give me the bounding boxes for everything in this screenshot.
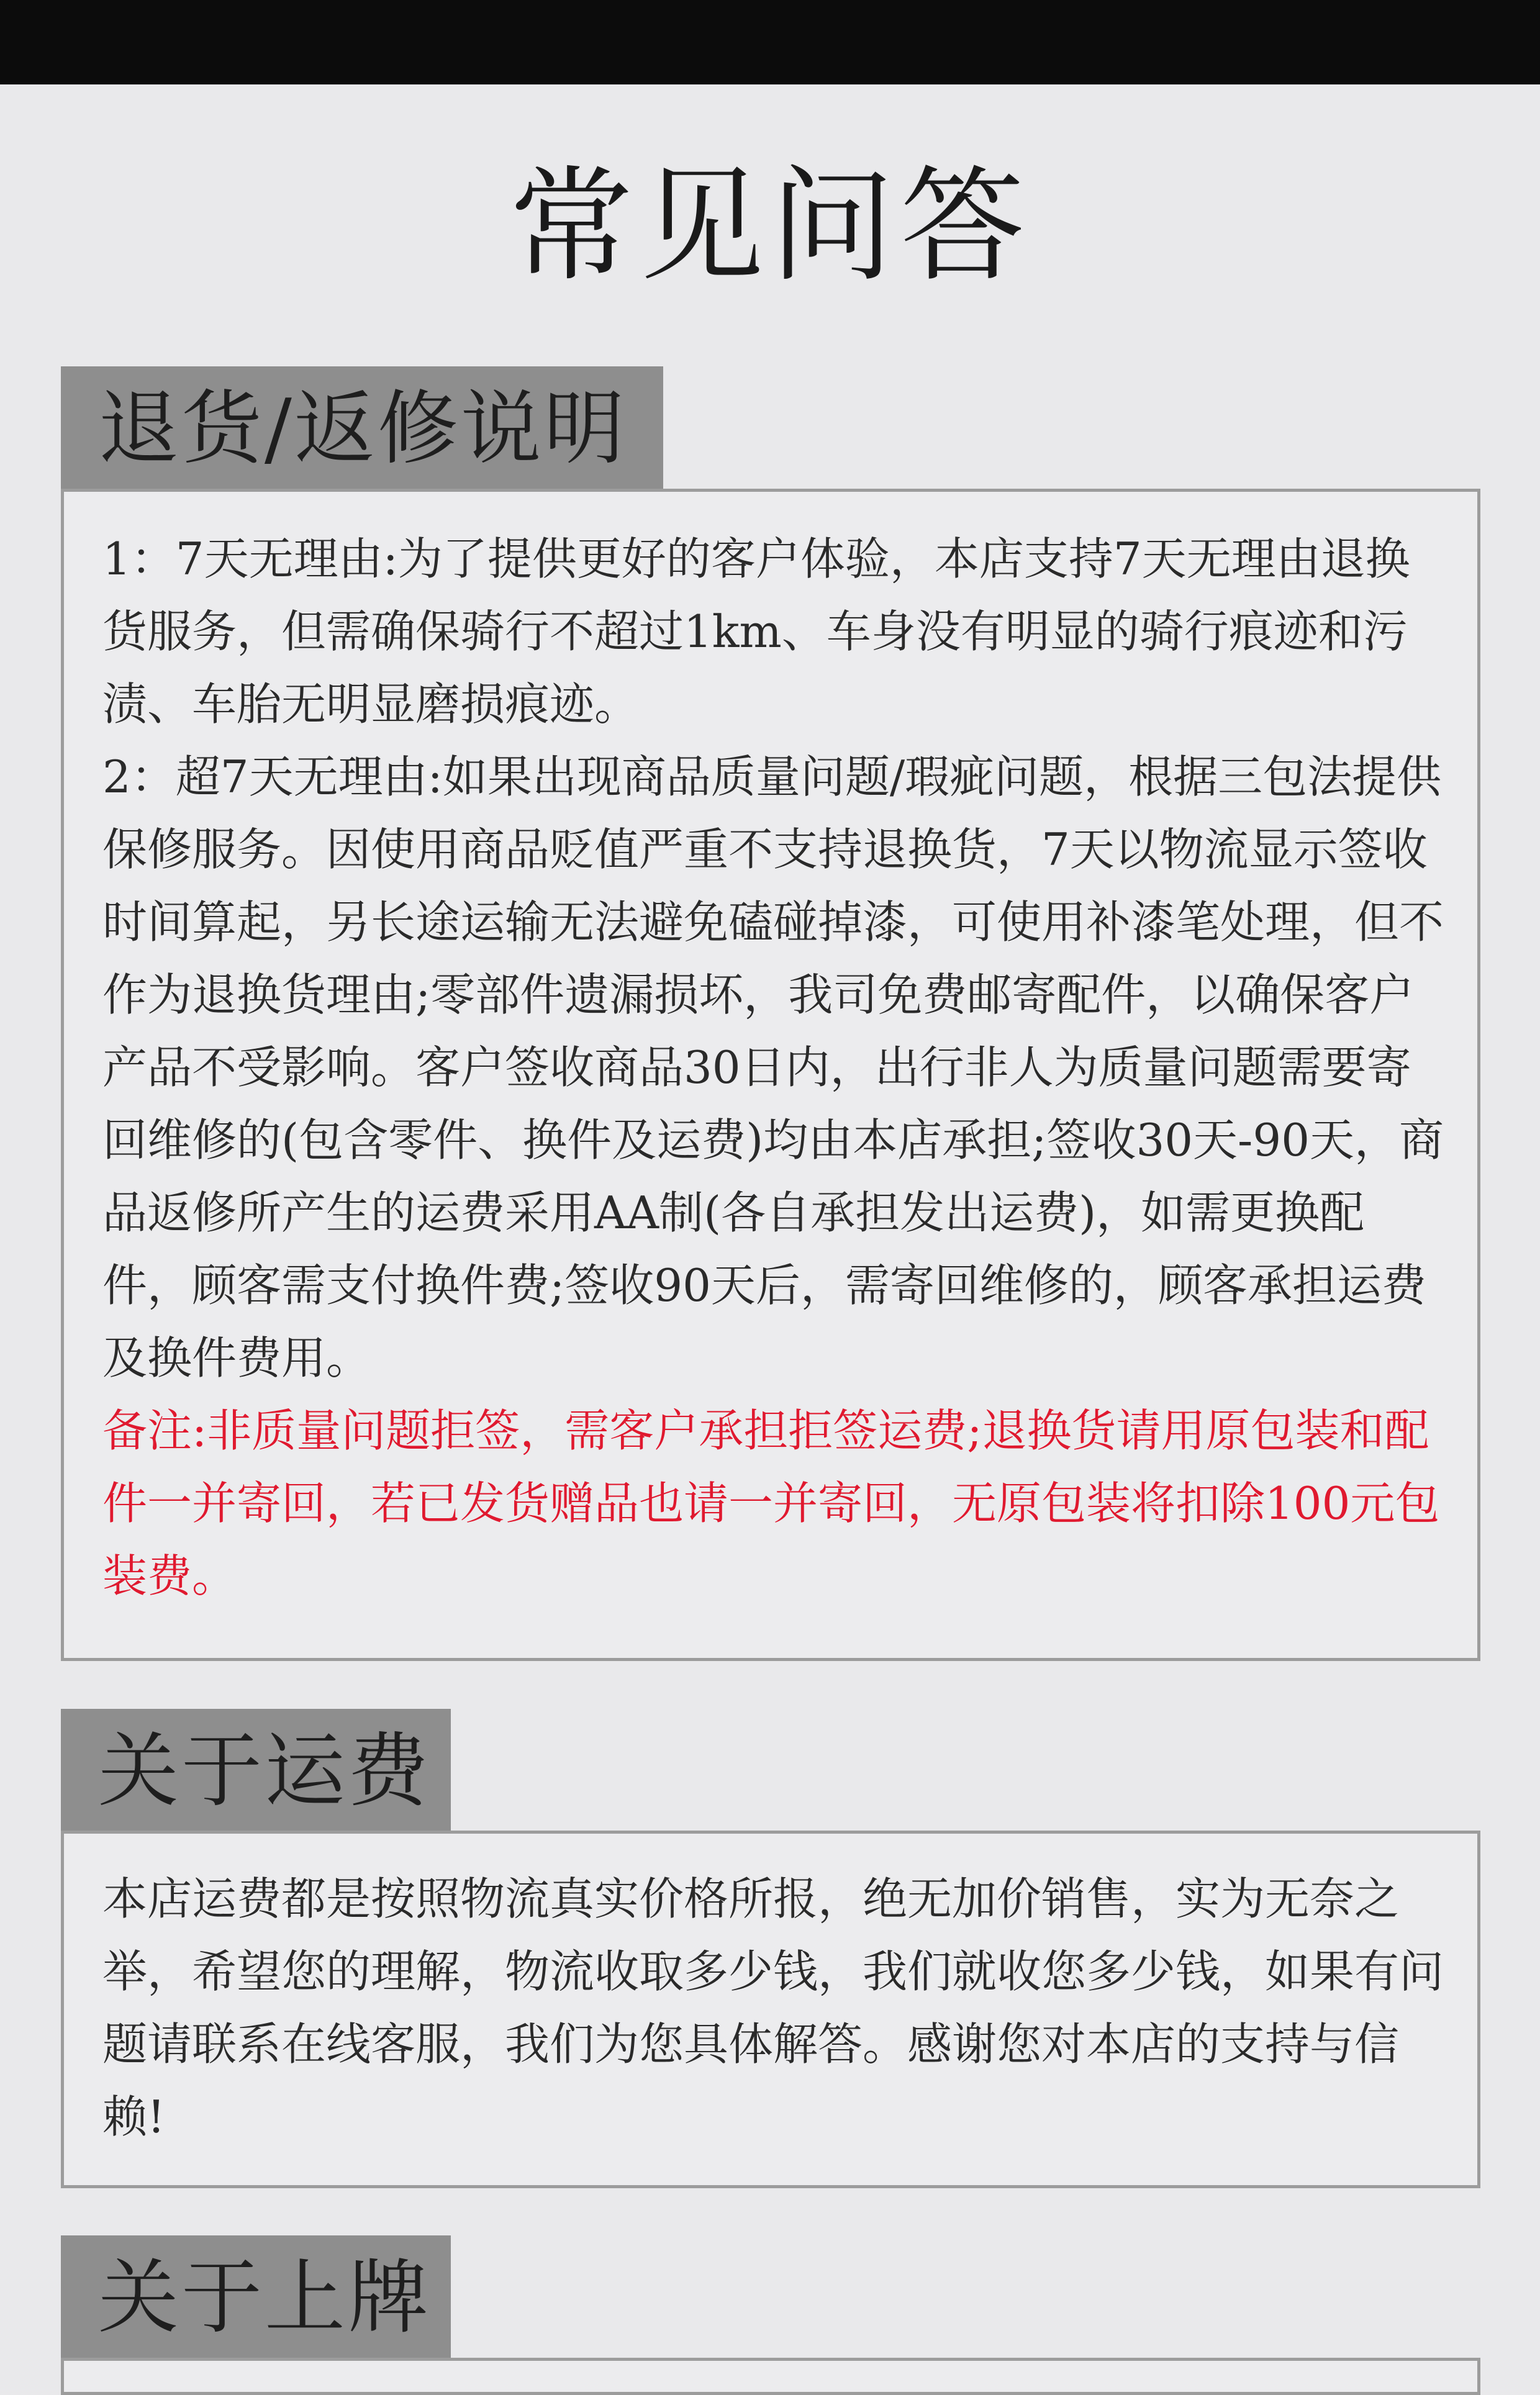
section-box-registration: [61, 2358, 1480, 2395]
shipping-paragraph: 本店运费都是按照物流真实价格所报，绝无加价销售，实为无奈之举，希望您的理解，物流收取多少钱，我们就收您多少钱，如果有问题请联系在线客服，我们为您具体解答。感谢您对本店的支持与信赖!: [102, 1873, 1444, 2143]
section-text-shipping: [102, 1863, 1444, 2153]
section-text-returns: [102, 523, 1444, 1613]
section-header-registration: 关于上牌: [61, 2235, 451, 2360]
returns-note: 备注:非质量问题拒签，需客户承担拒签运费;退换货请用原包装和配件一并寄回，若已发货赠品也请一并寄回，无原包装将扣除100元包装费。: [102, 1405, 1440, 1602]
page-title: 常见问答: [509, 154, 1031, 299]
status-bar: [0, 0, 1540, 84]
returns-paragraph-1: 1：7天无理由:为了提供更好的客户体验，本店支持7天无理由退换货服务，但需确保骑行不超过1km、车身没有明显的骑行痕迹和污渍、车胎无明显磨损痕迹。: [102, 533, 1410, 730]
section-header-shipping: 关于运费: [61, 1709, 451, 1833]
section-header-returns: 退货/返修说明: [61, 366, 663, 491]
returns-paragraph-2: 2：超7天无理由:如果出现商品质量问题/瑕疵问题，根据三包法提供保修服务。因使用商品贬值严重不支持退换货，7天以物流显示签收时间算起，另长途运输无法避免磕碰掉漆，可使用补漆笔处理，但不作为退换货理由;零部件遗漏损坏，我司免费邮寄配件，以确保客户产品不受影响。客户签收商品30日内，出行非人为质量问题需要寄回维修的(包含零件、换件及运费)均由本店承担;签收30天-90天，商品返修所产生的运费采用AA制(各自承担发出运费)，如需更换配件，顾客需支付换件费;签收90天后，需寄回维修的，顾客承担运费及换件费用。: [102, 751, 1444, 1384]
